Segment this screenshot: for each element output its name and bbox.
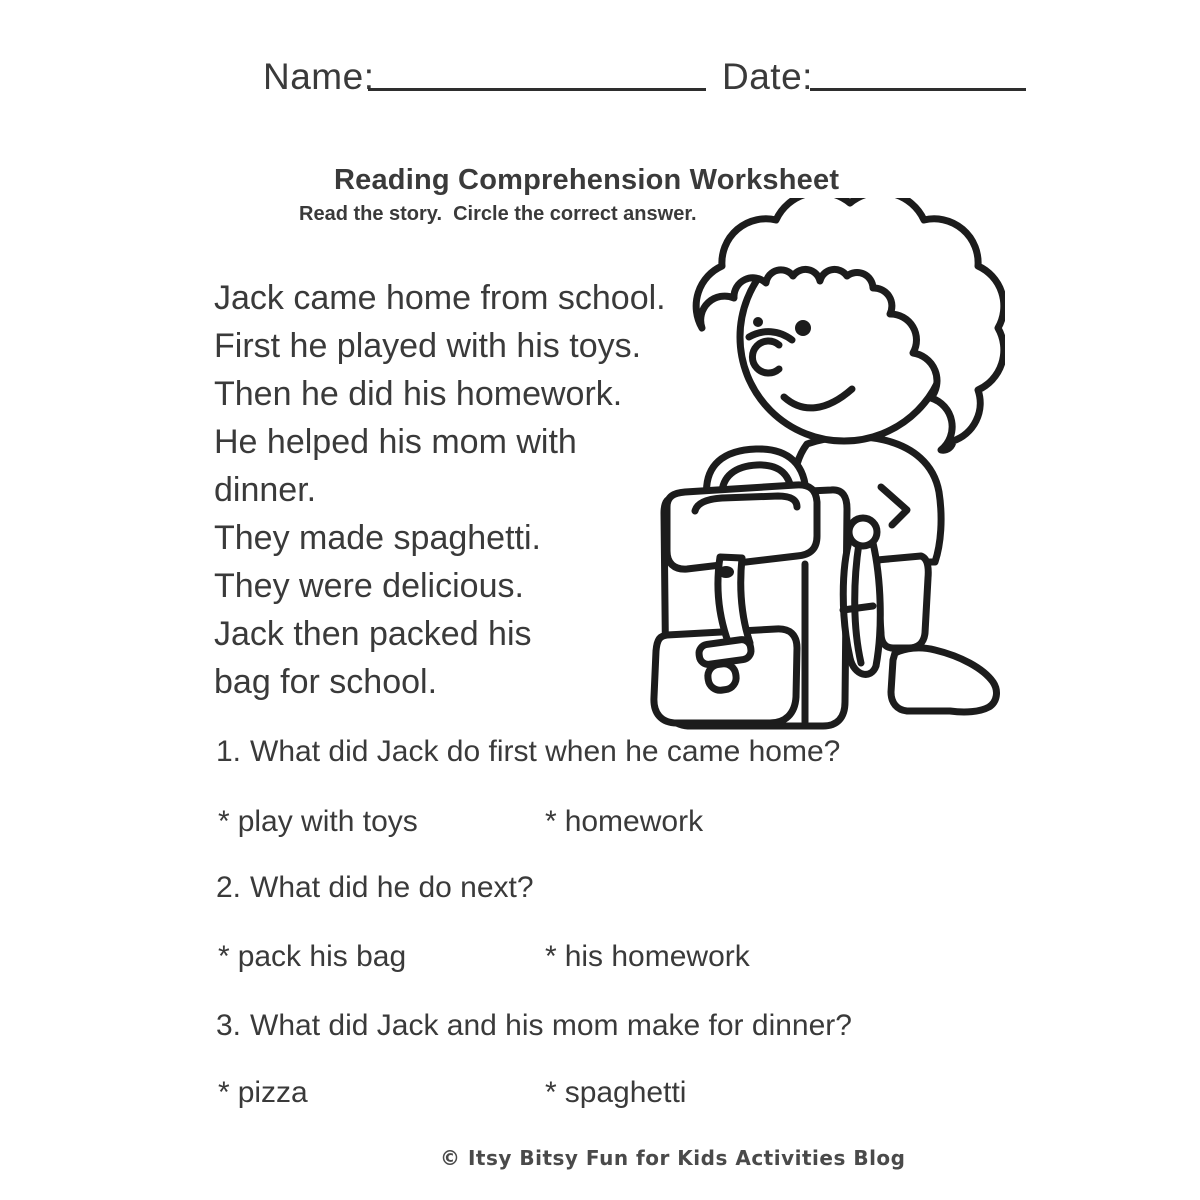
story-line: They made spaghetti. bbox=[214, 519, 541, 557]
boy-hand bbox=[849, 518, 877, 546]
worksheet-title: Reading Comprehension Worksheet bbox=[334, 164, 840, 196]
question-1 bbox=[216, 735, 840, 769]
name-label: Name: bbox=[263, 56, 375, 97]
backpack-strap-stud bbox=[718, 566, 734, 578]
story-line: dinner. bbox=[214, 471, 317, 509]
q2-option-2[interactable] bbox=[545, 940, 750, 974]
question-text: What did Jack do first when he came home? bbox=[250, 735, 841, 768]
option-label: homework bbox=[564, 805, 704, 838]
story-line: He helped his mom with bbox=[214, 423, 577, 461]
question-text: What did Jack and his mom make for dinner? bbox=[250, 1009, 852, 1042]
story-line: They were delicious. bbox=[214, 567, 524, 605]
date-label: Date: bbox=[722, 56, 813, 97]
option-bullet: * bbox=[545, 1076, 557, 1109]
boy-leg bbox=[877, 556, 928, 648]
question-2 bbox=[216, 871, 534, 905]
option-label: pizza bbox=[237, 1076, 308, 1109]
footer-credit: © Itsy Bitsy Fun for Kids Activities Blog bbox=[440, 1146, 906, 1170]
option-label: pack his bag bbox=[237, 940, 407, 973]
option-bullet: * bbox=[218, 805, 230, 838]
question-3 bbox=[216, 1009, 852, 1043]
question-number: 1. bbox=[216, 735, 242, 768]
option-label: spaghetti bbox=[564, 1076, 687, 1109]
story-line: Then he did his homework. bbox=[214, 375, 623, 413]
story-line: Jack came home from school. bbox=[214, 279, 666, 317]
option-label: play with toys bbox=[237, 805, 418, 838]
question-text: What did he do next? bbox=[250, 871, 534, 904]
story-line: First he played with his toys. bbox=[214, 327, 642, 365]
question-number: 3. bbox=[216, 1009, 242, 1042]
worksheet-instructions: Read the story. Circle the correct answer. bbox=[299, 203, 697, 225]
backpack-strap-end bbox=[706, 662, 737, 692]
q3-option-1[interactable] bbox=[218, 1076, 308, 1110]
question-number: 2. bbox=[216, 871, 242, 904]
story-line: bag for school. bbox=[214, 663, 438, 701]
boy-shoe bbox=[891, 648, 996, 712]
option-bullet: * bbox=[545, 805, 557, 838]
option-bullet: * bbox=[218, 1076, 230, 1109]
story-line: Jack then packed his bbox=[214, 615, 532, 653]
boy-eye-left bbox=[753, 317, 763, 327]
q2-option-1[interactable] bbox=[218, 940, 406, 974]
option-label: his homework bbox=[564, 940, 750, 973]
boy-backpack-illustration bbox=[645, 198, 1005, 730]
option-bullet: * bbox=[545, 940, 557, 973]
option-bullet: * bbox=[218, 940, 230, 973]
backpack-strap-cross bbox=[843, 606, 873, 610]
date-blank-line[interactable] bbox=[810, 88, 1026, 91]
boy-eye-right bbox=[795, 320, 811, 336]
q1-option-2[interactable] bbox=[545, 805, 703, 839]
story-text bbox=[214, 274, 666, 706]
q3-option-2[interactable] bbox=[545, 1076, 686, 1110]
q1-option-1[interactable] bbox=[218, 805, 418, 839]
name-blank-line[interactable] bbox=[368, 88, 706, 91]
